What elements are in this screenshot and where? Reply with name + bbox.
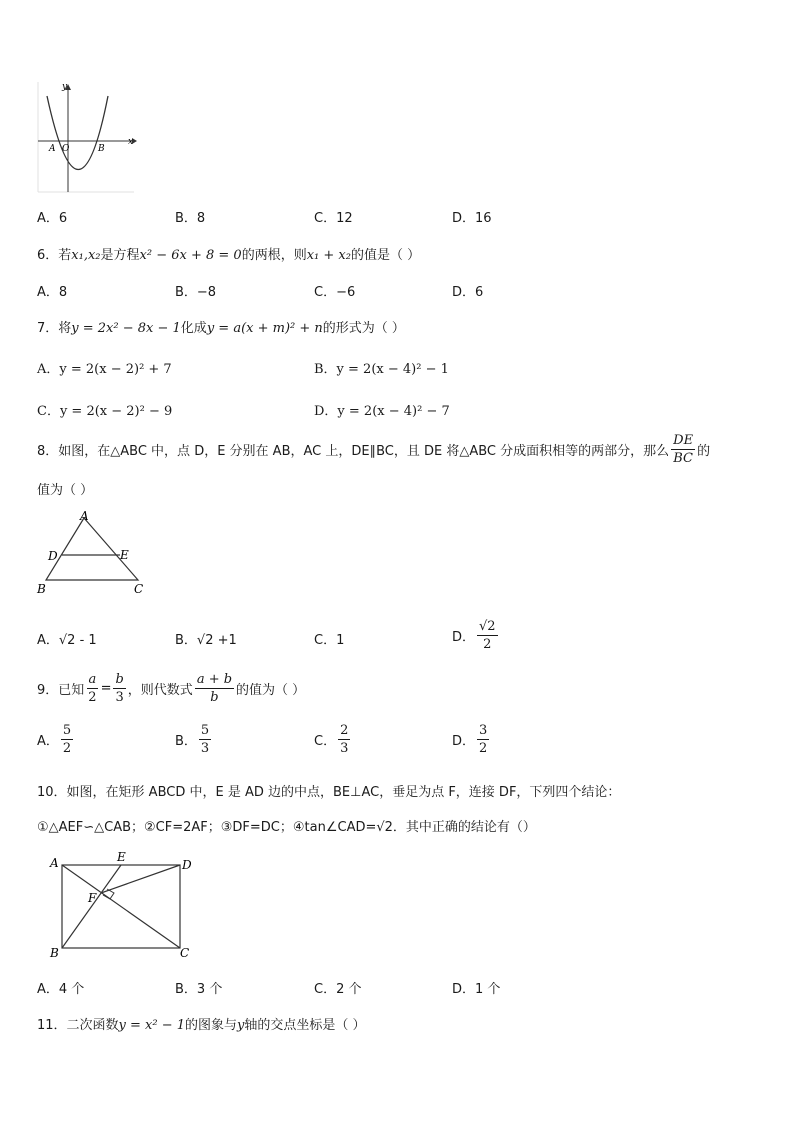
q11-axis: y: [237, 1018, 245, 1033]
q5-label-a: A: [49, 144, 56, 154]
q9-frac-a2: [86, 671, 98, 706]
q8-option-a[interactable]: A．√2 - 1: [37, 633, 97, 648]
q9-text-2: ，则代数式: [127, 683, 193, 698]
q9-option-d-label: D．: [452, 734, 476, 749]
q9-option-a-num: 5: [62, 723, 72, 738]
q10-segment-be: [62, 865, 121, 948]
q8-label-d: D: [48, 549, 58, 563]
q8-option-c[interactable]: C．1: [314, 633, 345, 648]
q9-stem: [37, 671, 305, 706]
q9-option-c-num: 2: [340, 723, 349, 738]
q9-frac-a2-den: 2: [88, 690, 97, 705]
q6-option-b[interactable]: B．−8: [175, 285, 217, 300]
q9-option-d[interactable]: [452, 722, 491, 757]
q9-option-a-den: 2: [62, 741, 72, 756]
q10-option-b[interactable]: B．3 个: [175, 982, 223, 997]
q5-parabola-figure: [34, 78, 138, 196]
q8-option-d-label: D．: [452, 630, 476, 645]
q7-option-d[interactable]: D．y = 2(x − 4)² − 7: [314, 404, 450, 419]
q6-option-d[interactable]: D．6: [452, 285, 484, 300]
q6-text-1: 6．若: [37, 248, 72, 263]
q9-frac-b3-den: 3: [115, 690, 124, 705]
q11-text-1: 11．二次函数: [37, 1018, 119, 1033]
q10-label-e: E: [117, 850, 126, 864]
q10-stem-line-2: ①△AEF∽△CAB；②CF=2AF；③DF=DC；④tan∠CAD=√2．其中正确的结论有（）: [37, 820, 536, 835]
q9-option-c-den: 3: [340, 741, 349, 756]
q5-option-b[interactable]: B．8: [175, 211, 206, 226]
q10-label-f: F: [88, 891, 97, 905]
q7-expr1: y = 2x² − 8x − 1: [71, 321, 181, 336]
q9-text-3: 的值为（ ）: [236, 683, 306, 698]
q10-label-c: C: [180, 946, 190, 960]
q8-option-d-fraction: [477, 618, 498, 653]
q8-stem-line-2: 值为（ ）: [37, 483, 94, 498]
q9-frac-b3-num: b: [115, 672, 124, 687]
q6-equation: x² − 6x + 8 = 0: [139, 248, 242, 263]
q8-frac-numerator: DE: [673, 433, 694, 448]
q11-text-3: 轴的交点坐标是（ ）: [244, 1018, 366, 1033]
q9-option-b-den: 3: [200, 741, 210, 756]
q9-frac-expr: [195, 671, 234, 706]
q6-sum: x₁ + x₂: [306, 248, 351, 263]
q9-option-d-den: 2: [479, 741, 488, 756]
q8-option-d-den: 2: [483, 637, 492, 652]
q5-label-o: O: [62, 144, 70, 154]
q10-label-a: A: [50, 856, 59, 870]
q9-option-d-fraction: [477, 722, 489, 757]
q7-text-3: 的形式为（ ）: [322, 321, 405, 336]
q7-text-1: 7．将: [37, 321, 72, 336]
q10-segment-df: [101, 865, 180, 893]
q10-label-d: D: [182, 858, 192, 872]
q5-option-d[interactable]: D．16: [452, 211, 492, 226]
q8-option-d[interactable]: [452, 618, 500, 653]
q8-label-a: A: [80, 509, 89, 523]
q6-option-c[interactable]: C．−6: [314, 285, 356, 300]
q10-option-a[interactable]: A．4 个: [37, 982, 85, 997]
q9-option-b-label: B．: [175, 734, 197, 749]
q9-option-b-num: 5: [200, 723, 210, 738]
q9-option-a[interactable]: [37, 722, 75, 757]
q6-roots: x₁,x₂: [71, 248, 101, 263]
q11-text-2: 的图象与: [185, 1018, 238, 1033]
q6-text-2: 是方程: [100, 248, 140, 263]
q9-option-d-num: 3: [479, 723, 488, 738]
q10-option-d[interactable]: D．1 个: [452, 982, 501, 997]
q9-option-c-label: C．: [314, 734, 337, 749]
q7-text-2: 化成: [180, 321, 207, 336]
q10-label-b: B: [50, 946, 59, 960]
q8-tail: 的: [697, 444, 711, 459]
q9-text-1: 9．已知: [37, 683, 85, 698]
q9-option-c[interactable]: [314, 722, 352, 757]
q8-label-c: C: [134, 582, 144, 596]
q5-label-x: x: [128, 137, 134, 147]
q8-option-b[interactable]: B．√2 +1: [175, 633, 237, 648]
q9-eq: =: [100, 681, 112, 696]
q7-option-b[interactable]: B．y = 2(x − 4)² − 1: [314, 362, 449, 377]
q11-expr: y = x² − 1: [118, 1018, 186, 1033]
q7-stem: [37, 317, 405, 336]
q6-text-4: 的值是（ ）: [350, 248, 421, 263]
q10-diagonal-ac: [62, 865, 180, 948]
q8-label-e: E: [120, 548, 129, 562]
q8-frac-denominator: BC: [673, 451, 693, 466]
q8-option-d-num: √2: [479, 619, 496, 634]
q10-stem-line-1: 10．如图，在矩形 ABCD 中，E 是 AD 边的中点，BE⊥AC，垂足为点 F，连接 DF，下列四个结论：: [37, 785, 621, 800]
q9-frac-a2-num: a: [88, 672, 97, 687]
q9-frac-expr-num: a + b: [196, 672, 233, 687]
q8-label-b: B: [37, 582, 46, 596]
q9-option-b-fraction: [199, 722, 211, 757]
q8-stem-line-1: [37, 432, 710, 467]
q5-label-b: B: [98, 144, 105, 154]
q7-expr2: y = a(x + m)² + n: [206, 321, 323, 336]
q9-option-b[interactable]: [175, 722, 213, 757]
q8-triangle-figure: [34, 508, 150, 598]
q9-option-a-fraction: [61, 722, 73, 757]
q7-option-a[interactable]: A．y = 2(x − 2)² + 7: [37, 362, 172, 377]
q5-option-a[interactable]: A．6: [37, 211, 68, 226]
q7-option-c[interactable]: C．y = 2(x − 2)² − 9: [37, 404, 173, 419]
q8-fraction-de-bc: [671, 432, 695, 467]
q9-frac-b3: [113, 671, 125, 706]
q9-option-a-label: A．: [37, 734, 59, 749]
q6-text-3: 的两根，则: [241, 248, 307, 263]
q5-option-c[interactable]: C．12: [314, 211, 353, 226]
q5-parabola-curve: [47, 96, 108, 170]
q5-label-y: y: [62, 82, 68, 92]
q6-option-a[interactable]: A．8: [37, 285, 68, 300]
q8-text: 8．如图，在△ABC 中，点 D，E 分别在 AB，AC 上，DE∥BC，且 DE 将△ABC 分成面积相等的两部分，那么: [37, 444, 670, 459]
q10-option-c[interactable]: C．2 个: [314, 982, 362, 997]
q10-rectangle-figure: [44, 850, 200, 964]
q9-frac-expr-den: b: [210, 690, 219, 705]
q6-stem: [37, 244, 420, 263]
q9-option-c-fraction: [338, 722, 350, 757]
q11-stem: [37, 1014, 366, 1033]
